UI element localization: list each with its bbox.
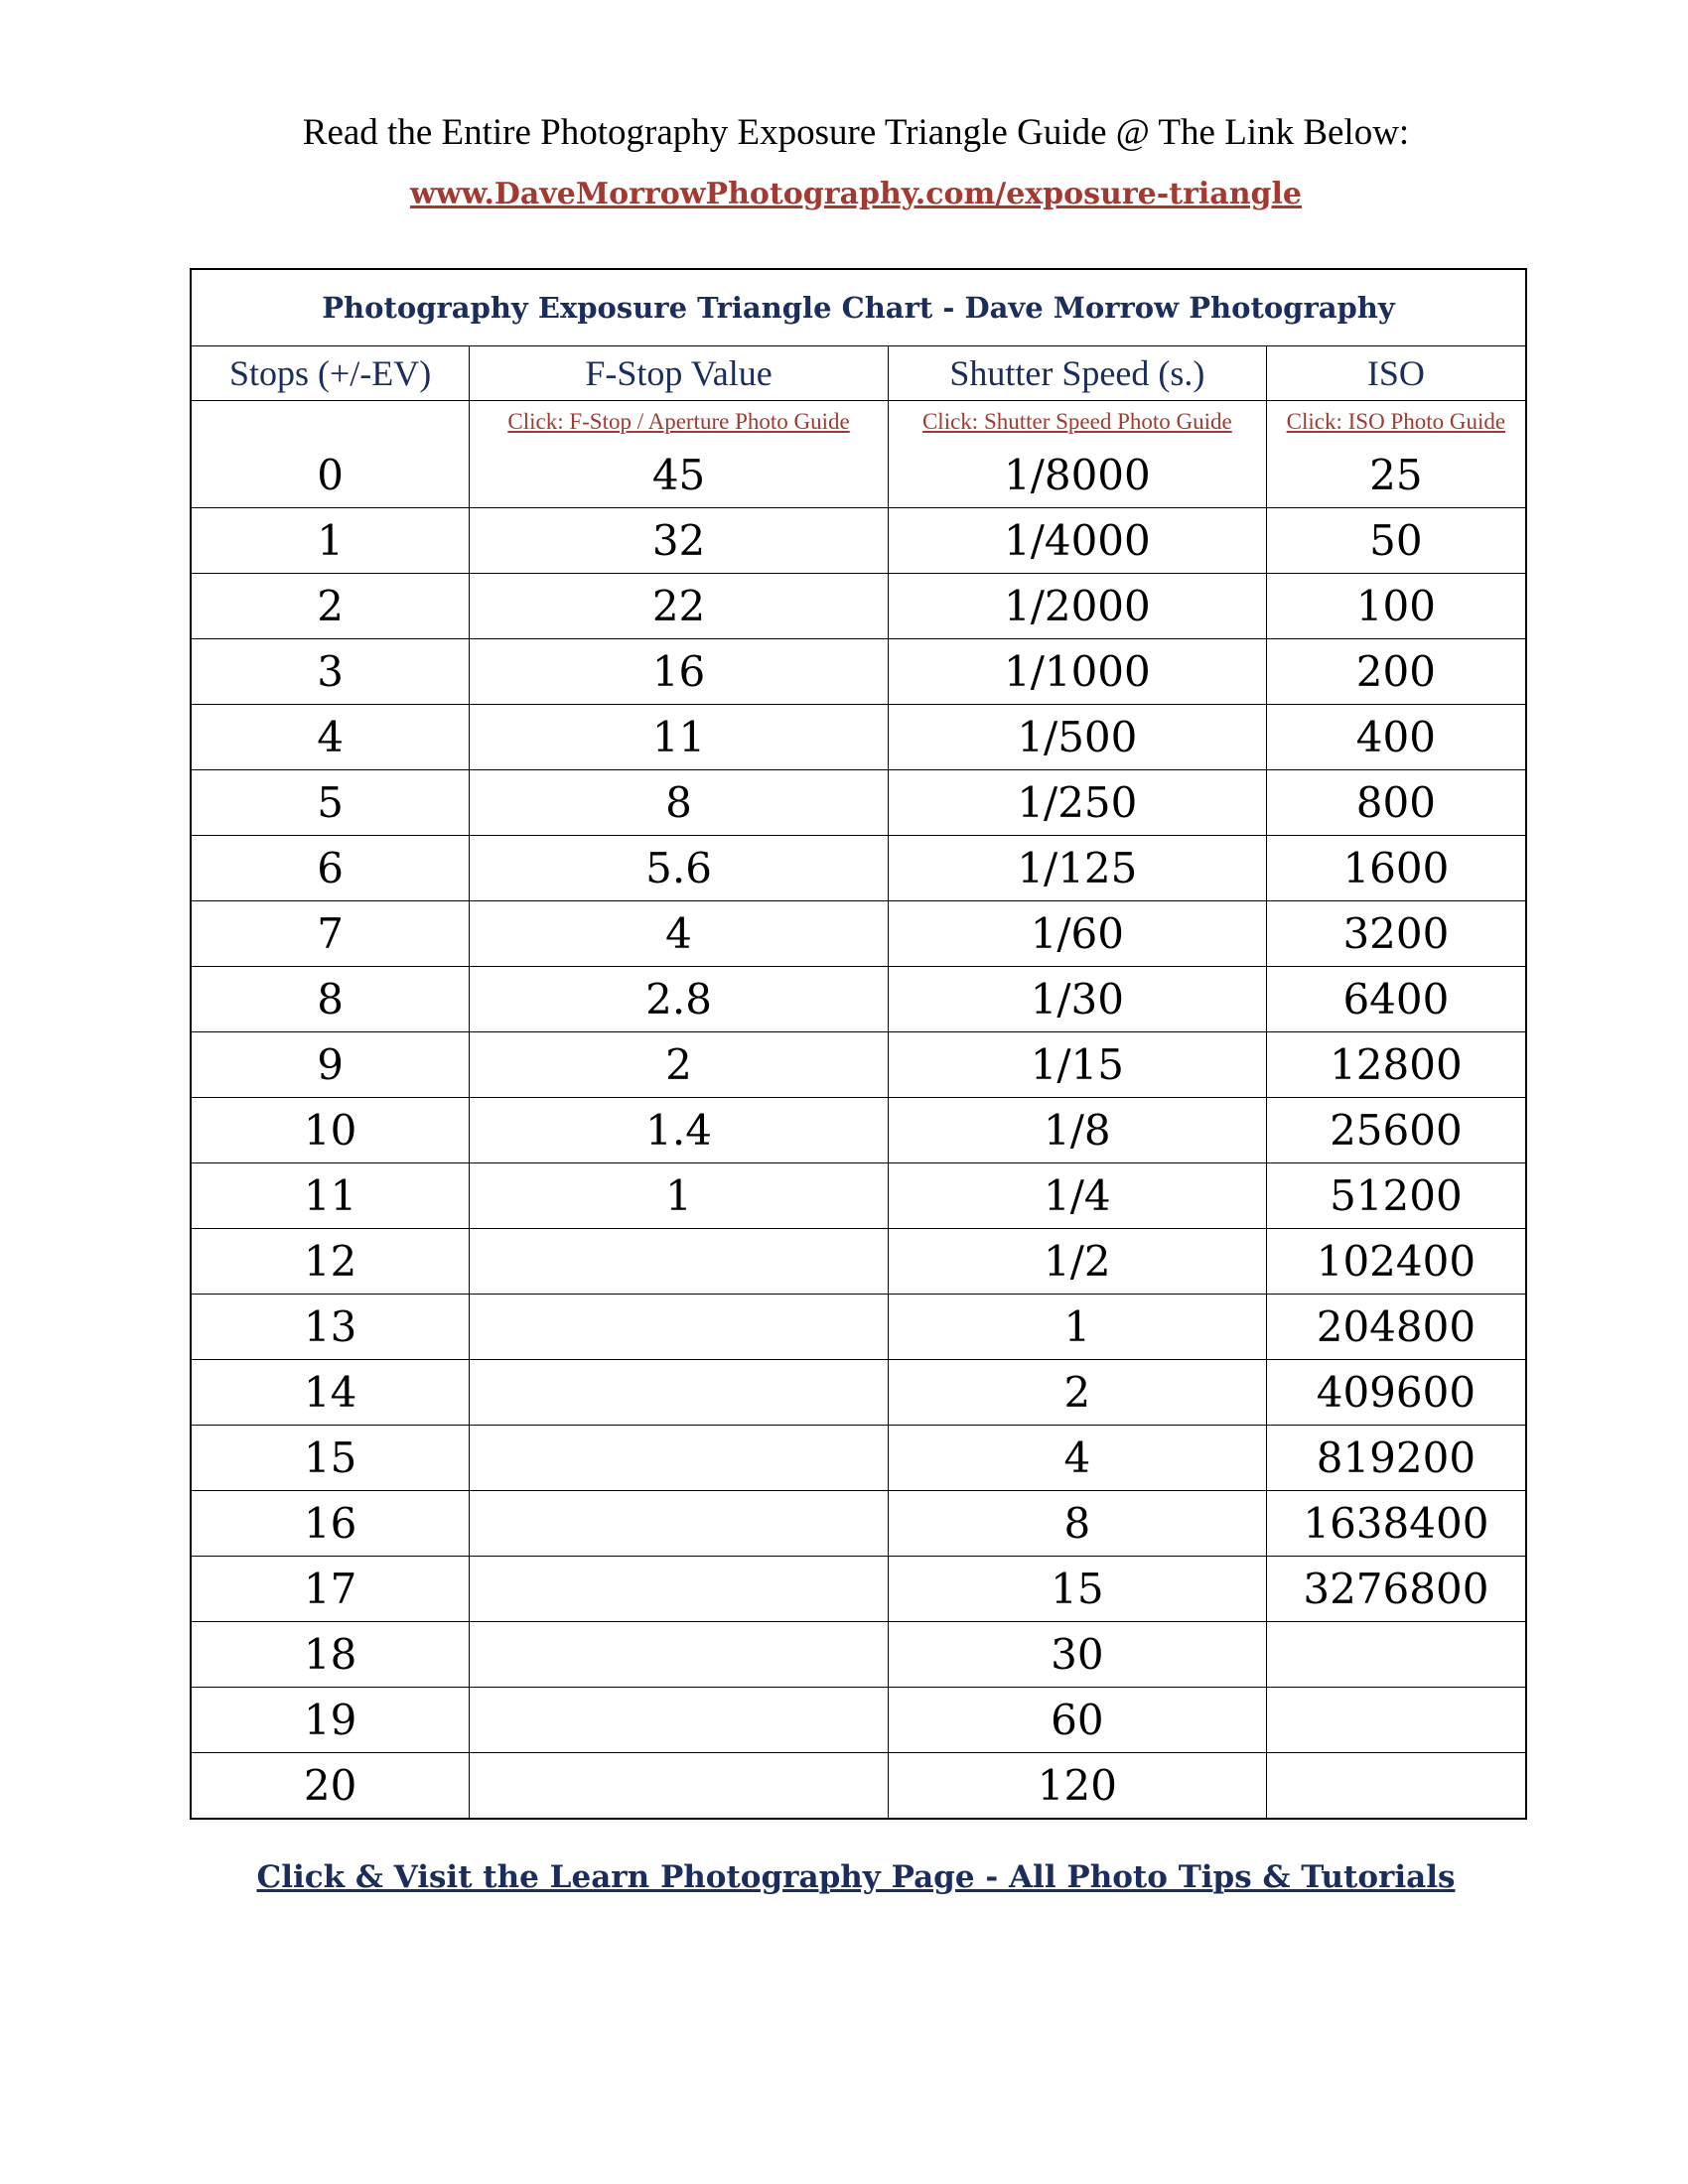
shutter-speed-cell: 1/8000: [888, 442, 1266, 507]
iso-cell: 200: [1266, 639, 1525, 704]
fstop-cell: [469, 1426, 888, 1490]
fstop-cell: [469, 1360, 888, 1425]
shutter-speed-cell: 1/250: [888, 770, 1266, 835]
table-row: [192, 835, 1525, 900]
iso-cell: 400: [1266, 705, 1525, 769]
stops-cell: 14: [303, 1368, 357, 1417]
shutter-speed-cell: 1/2: [888, 1229, 1266, 1294]
intro-text: Read the Entire Photography Exposure Triangle Guide @ The Link Below:: [302, 112, 1410, 153]
iso-cell: 3276800: [1266, 1557, 1525, 1621]
shutter-speed-cell: 1/15: [888, 1032, 1266, 1097]
guide-empty-cell: [192, 401, 469, 442]
exposure-triangle-link[interactable]: www.DaveMorrowPhotography.com/exposure-triangle: [410, 177, 1302, 211]
header-iso: ISO: [1266, 346, 1525, 400]
iso-cell: 204800: [1266, 1295, 1525, 1359]
shutter-speed-cell: 1/8: [888, 1098, 1266, 1162]
table-row: [192, 1687, 1525, 1752]
header-fstop: F-Stop Value: [469, 346, 888, 400]
fstop-cell: 45: [469, 442, 888, 507]
exposure-triangle-table: [190, 268, 1527, 1820]
iso-cell: 25600: [1266, 1098, 1525, 1162]
iso-cell: 819200: [1266, 1426, 1525, 1490]
iso-cell: [1266, 1688, 1525, 1752]
table-row: [192, 1425, 1525, 1490]
fstop-guide-link[interactable]: Click: F-Stop / Aperture Photo Guide: [469, 401, 888, 442]
table-row: [192, 1228, 1525, 1294]
iso-cell: 50: [1266, 508, 1525, 573]
fstop-cell: 11: [469, 705, 888, 769]
table-row: [192, 1162, 1525, 1228]
stops-cell: 9: [317, 1040, 344, 1089]
shutter-speed-cell: 120: [888, 1753, 1266, 1818]
stops-cell: 8: [317, 975, 344, 1024]
table-row: [192, 1490, 1525, 1556]
iso-cell: 800: [1266, 770, 1525, 835]
iso-cell: 25: [1266, 442, 1525, 507]
fstop-cell: [469, 1688, 888, 1752]
iso-cell: 1638400: [1266, 1491, 1525, 1556]
shutter-speed-cell: 8: [888, 1491, 1266, 1556]
stops-cell: 15: [303, 1433, 357, 1482]
table-row: [192, 573, 1525, 638]
iso-cell: 51200: [1266, 1163, 1525, 1228]
fstop-cell: [469, 1491, 888, 1556]
header-stops: Stops (+/-EV): [228, 353, 432, 393]
iso-cell: [1266, 1753, 1525, 1818]
shutter-speed-cell: 4: [888, 1426, 1266, 1490]
fstop-cell: 2: [469, 1032, 888, 1097]
table-row: [192, 1621, 1525, 1687]
table-title: Photography Exposure Triangle Chart - Dave Morrow Photography: [322, 291, 1395, 325]
header-shutter-speed: Shutter Speed (s.): [888, 346, 1266, 400]
stops-cell: 12: [303, 1237, 357, 1286]
table-row: [192, 507, 1525, 573]
stops-cell: 6: [317, 844, 344, 892]
learn-photography-link[interactable]: Click & Visit the Learn Photography Page - All Photo Tips & Tutorials: [256, 1859, 1456, 1895]
iso-cell: 409600: [1266, 1360, 1525, 1425]
stops-cell: 11: [303, 1171, 357, 1220]
shutter-speed-cell: 1/4000: [888, 508, 1266, 573]
shutter-speed-cell: 60: [888, 1688, 1266, 1752]
shutter-speed-cell: 2: [888, 1360, 1266, 1425]
fstop-cell: 22: [469, 574, 888, 638]
iso-cell: 1600: [1266, 836, 1525, 900]
table-row: [192, 1752, 1525, 1818]
fstop-cell: 5.6: [469, 836, 888, 900]
stops-cell: 5: [317, 778, 344, 827]
fstop-cell: 2.8: [469, 967, 888, 1031]
table-row: [192, 900, 1525, 966]
stops-cell: 20: [303, 1761, 357, 1810]
shutter-speed-cell: 15: [888, 1557, 1266, 1621]
iso-cell: [1266, 1622, 1525, 1687]
table-row: [192, 1556, 1525, 1621]
iso-cell: 6400: [1266, 967, 1525, 1031]
fstop-cell: [469, 1753, 888, 1818]
stops-cell: 1: [317, 516, 344, 565]
fstop-cell: 4: [469, 901, 888, 966]
shutter-speed-cell: 1/125: [888, 836, 1266, 900]
table-row: [192, 442, 1525, 507]
fstop-cell: [469, 1557, 888, 1621]
iso-cell: 12800: [1266, 1032, 1525, 1097]
table-row: [192, 1359, 1525, 1425]
iso-cell: 100: [1266, 574, 1525, 638]
shutter-speed-cell: 1/2000: [888, 574, 1266, 638]
table-row: [192, 704, 1525, 769]
stops-cell: 3: [317, 647, 344, 696]
shutter-speed-cell: 1/500: [888, 705, 1266, 769]
iso-cell: 102400: [1266, 1229, 1525, 1294]
shutter-speed-cell: 30: [888, 1622, 1266, 1687]
stops-cell: 2: [317, 582, 344, 630]
table-row: [192, 769, 1525, 835]
table-row: [192, 1097, 1525, 1162]
stops-cell: 4: [317, 713, 344, 761]
header-row: [192, 345, 1525, 400]
fstop-cell: [469, 1295, 888, 1359]
table-row: [192, 638, 1525, 704]
table-row: [192, 1294, 1525, 1359]
iso-cell: 3200: [1266, 901, 1525, 966]
fstop-cell: 8: [469, 770, 888, 835]
stops-cell: 13: [303, 1302, 357, 1351]
stops-cell: 18: [303, 1630, 357, 1679]
fstop-cell: 1.4: [469, 1098, 888, 1162]
table-body: [192, 442, 1525, 1818]
shutter-speed-cell: 1: [888, 1295, 1266, 1359]
fstop-cell: 16: [469, 639, 888, 704]
table-row: [192, 1031, 1525, 1097]
guide-links-row: [192, 400, 1525, 442]
stops-cell: 0: [317, 450, 344, 499]
stops-cell: 16: [303, 1499, 357, 1548]
fstop-cell: 32: [469, 508, 888, 573]
shutter-speed-cell: 1/30: [888, 967, 1266, 1031]
fstop-cell: 1: [469, 1163, 888, 1228]
iso-guide-link[interactable]: Click: ISO Photo Guide: [1266, 401, 1525, 442]
stops-cell: 7: [317, 909, 344, 958]
shutter-speed-cell: 1/1000: [888, 639, 1266, 704]
shutter-speed-guide-link[interactable]: Click: Shutter Speed Photo Guide: [888, 401, 1266, 442]
fstop-cell: [469, 1622, 888, 1687]
stops-cell: 10: [303, 1106, 357, 1155]
fstop-cell: [469, 1229, 888, 1294]
stops-cell: 19: [303, 1696, 357, 1744]
shutter-speed-cell: 1/4: [888, 1163, 1266, 1228]
table-row: [192, 966, 1525, 1031]
shutter-speed-cell: 1/60: [888, 901, 1266, 966]
stops-cell: 17: [303, 1565, 357, 1613]
